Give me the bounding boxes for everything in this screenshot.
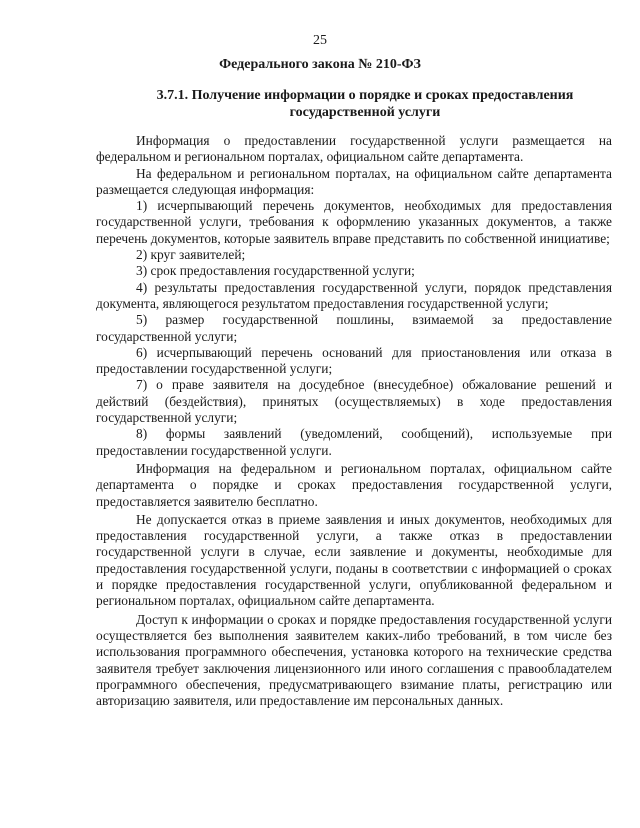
list-item: 5) размер государственной пошлины, взимаемой за предоставление государственной услуги; — [96, 312, 612, 344]
list-item: 6) исчерпывающий перечень оснований для приостановления или отказа в предоставлении государственной услуги; — [96, 344, 612, 377]
list-item: 4) результаты предоставления государственной услуги, порядок представления документа, являющегося результатом предоставления государственной услуги; — [96, 279, 612, 311]
list-item: 2) круг заявителей; — [136, 247, 246, 263]
page-number: 25 — [313, 33, 327, 48]
paragraph: Информация на федеральном и региональном порталах, официальном сайте департамента о порядке и сроках предоставления государственной услуги, предоставляется заявителю бесплатно. — [96, 460, 612, 509]
list-item: 8) формы заявлений (уведомлений, сообщений), используемые при предоставлении государственной услуги. — [96, 426, 612, 458]
list-item: 3) срок предоставления государственной услуги; — [136, 263, 415, 279]
document-body — [96, 133, 612, 709]
paragraph: На федеральном и региональном порталах, на официальном сайте департамента размещается следующая информация: — [96, 165, 612, 197]
paragraph: Доступ к информации о сроках и порядке предоставления государственной услуги осуществляется без выполнения заявителем каких-либо требований, в том числе без использования программного обеспечения, установка которого на технические средства заявителя требует заключения лицензионного или иного соглашения с правообладателем программного обеспечения, предусматривающего взимание платы, регистрацию или авторизацию заявителя, или предоставление им персональных данных. — [96, 611, 612, 709]
list-item: 7) о праве заявителя на досудебное (внесудебное) обжалование решений и действий (бездействия), принятых (осуществляемых) в ходе предоставления государственной услуги; — [96, 377, 612, 426]
paragraph: Информация о предоставлении государственной услуги размещается на федеральном и региональном порталах, официальном сайте департамента. — [96, 133, 612, 165]
law-heading: Федерального закона № 210-ФЗ — [219, 57, 421, 72]
section-title: 3.7.1. Получение информации о порядке и сроках предоставления государственной услуги — [156, 88, 574, 120]
paragraph: Не допускается отказ в приеме заявления и иных документов, необходимых для предоставления государственной услуги, а также отказ в предоставлении государственной услуги в случае, если заявление и документы, необходимые для предоставления государственной услуги, поданы в соответствии с информацией о сроках и порядке предоставления государственной услуги, опубликованной федеральном и региональном порталах, официальном сайте департамента. — [96, 511, 612, 609]
list-item: 1) исчерпывающий перечень документов, необходимых для предоставления государственной услуги, требования к оформлению указанных документов, а также перечень документов, которые заявитель вправе представить по собственной инициативе; — [96, 198, 612, 246]
